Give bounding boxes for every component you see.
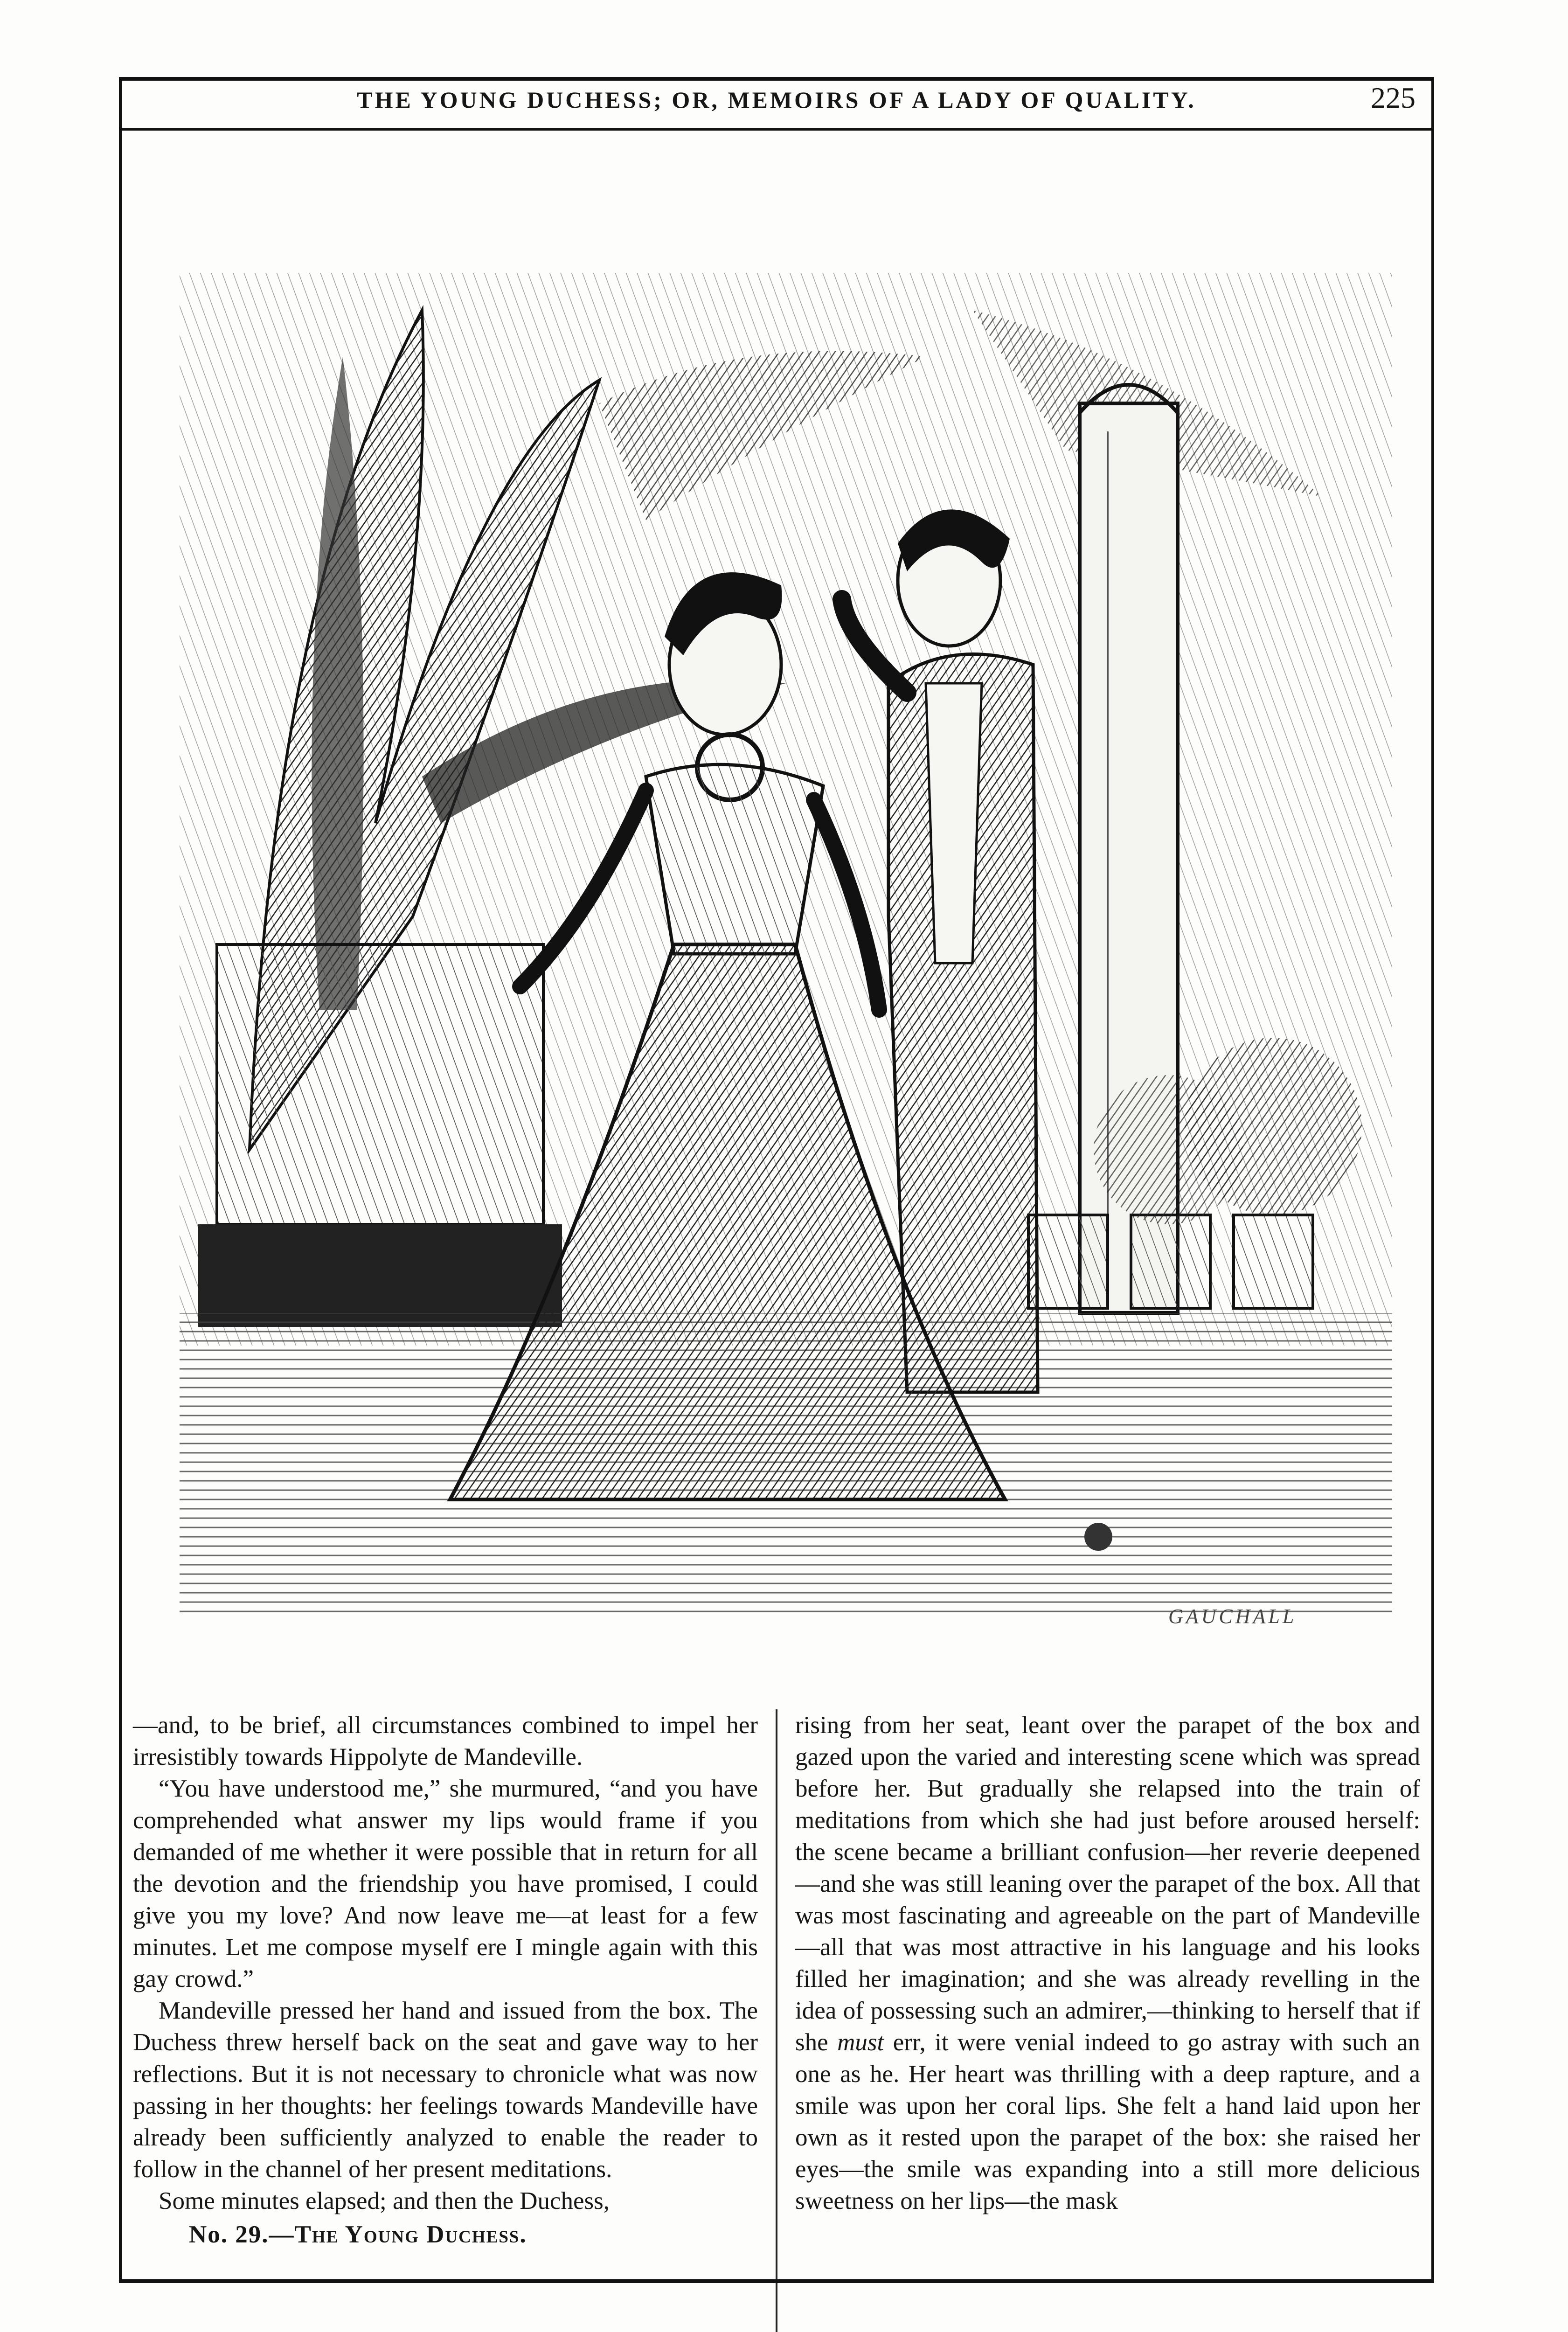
dropped-flower [1084, 1523, 1112, 1551]
engraver-signature: GAUCHALL [1168, 1605, 1297, 1628]
text-run: rising from her seat, leant over the parapet of the box and gazed upon the varied and interesting scene which was spread before her. But gradually she relapsed into the train of meditations from which she had just before aroused herself: the scene became a brilliant confusion—her reverie deepened—and she was still leaning over the parapet of the box. All that was most fascinating and agreeable on the part of Mandeville—all that was most attractive in his language and his looks filled her imagination; and she was already revelling in the idea of possessing such an admirer,—thinking to herself that if she [795, 1712, 1420, 2056]
right-column [795, 1709, 1420, 2217]
paragraph: “You have understood me,” she murmured, “and you have comprehended what answer my lips would frame if you demanded of me whether it were possible that in return for all the devotion and the friendship you have promised, I could give you my love? And now leave me—at least for a few minutes. Let me compose myself ere I mingle again with this gay crowd.” [133, 1775, 758, 1992]
left-column [133, 1709, 758, 2250]
text-columns [133, 1709, 1420, 2332]
paragraph: Some minutes elapsed; and then the Duchess, [159, 2187, 610, 2214]
part-footer: No. 29.—The Young Duchess. [189, 2221, 527, 2248]
paragraph: Mandeville pressed her hand and issued from the box. The Duchess threw herself back on the seat and gave way to her reflections. But it is not necessary to chronicle what was now passing in her thoughts: her feelings towards Mandeville have already been sufficiently analyzed to enable the reader to follow in the channel of her present meditations. [133, 1997, 758, 2183]
bottom-border-rule [119, 2279, 1434, 2283]
right-border-rule [1431, 77, 1434, 2283]
top-border-rule [119, 77, 1434, 81]
page-frame [119, 77, 1434, 2283]
part-title: The Young Duchess. [294, 2221, 527, 2248]
page-number: 225 [1371, 81, 1415, 114]
left-border-rule [119, 77, 122, 2283]
part-number: No. 29. [189, 2221, 269, 2248]
header-rule [119, 128, 1434, 131]
emphasis: must [837, 2029, 884, 2056]
column-divider [776, 1709, 777, 2332]
running-title: THE YOUNG DUCHESS; OR, MEMOIRS OF A LADY OF QUALITY. [357, 87, 1196, 113]
paragraph [795, 1709, 1420, 2217]
paragraph: —and, to be brief, all circumstances combined to impel her irresistibly towards Hippolyte de Mandeville. [133, 1712, 758, 1770]
engraving-illustration [180, 217, 1392, 1672]
bench [198, 944, 562, 1327]
text-run: err, it were venial indeed to go astray with such an one as he. Her heart was thrilling with a deep rapture, and a smile was upon her coral lips. She felt a hand laid upon her own as it rested upon the parapet of the box: she raised her eyes—the smile was expanding into a still more delicious sweetness on her lips—the mask [795, 2029, 1420, 2214]
